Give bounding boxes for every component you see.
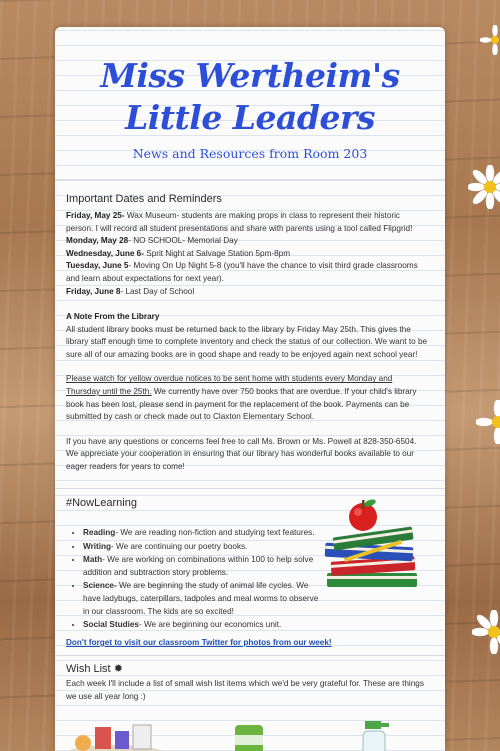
- subject-text: - We are reading non-fiction and studying text features.: [115, 528, 315, 537]
- daisy-flower-icon: [472, 610, 500, 654]
- date-label: Friday, May 25-: [66, 211, 125, 220]
- date-label: Monday, May 28: [66, 236, 129, 246]
- library-heading: A Note From the Library: [66, 312, 160, 321]
- subject-text: - We are working on combinations within 100 to help solve addition and subtraction story problems.: [83, 555, 314, 577]
- learning-item: [83, 541, 321, 554]
- subject-label: Writing: [83, 541, 112, 551]
- books-apple-illustration: [323, 497, 423, 597]
- subject-text: - We are continuing our poetry books.: [111, 541, 248, 551]
- sparkle-icon: ✹: [113, 663, 123, 675]
- date-item: [66, 286, 428, 299]
- overdue-notice-link[interactable]: Please watch for yellow overdue notices to be sent home with students every Monday and Thursday until the 25th.: [66, 374, 393, 396]
- wipes-container-thumbnail: [231, 721, 267, 751]
- learning-item: [83, 554, 321, 579]
- subject-label: Science-: [83, 581, 117, 591]
- subject-label: Social Studies: [83, 620, 139, 630]
- date-text: - NO SCHOOL- Memorial Day: [128, 236, 238, 246]
- twitter-link[interactable]: Don't forget to visit our classroom Twitter for photos from our week!: [66, 638, 332, 647]
- section-divider: [55, 179, 445, 180]
- date-label: Friday, June 8: [66, 286, 121, 296]
- daisy-flower-icon: [480, 25, 500, 55]
- date-label: Wednesday, June 6-: [66, 248, 144, 258]
- newsletter-subtitle: News and Resources from Room 203: [132, 146, 368, 161]
- subject-label: Reading: [83, 528, 116, 537]
- craft-supplies-thumbnail: [65, 721, 165, 751]
- date-item: [66, 260, 428, 285]
- section-divider: [55, 488, 445, 489]
- section-heading-dates: Important Dates and Reminders: [66, 193, 222, 205]
- library-paragraph-3: If you have any questions or concerns feel free to call Ms. Brown or Ms. Powell at 828-350-6504. We appreciate your cooperation in ensuring that our library has wonderful books available to our eager readers for years to come!: [66, 436, 417, 471]
- wishlist-text: Each week I'll include a list of small wish list items which we'd be very grateful for. These are things we use all year long :): [66, 679, 424, 701]
- date-item: [66, 210, 428, 235]
- title-line-2: Little Leaders: [125, 98, 375, 137]
- date-text: Sprit Night at Salvage Station 5pm-8pm: [143, 248, 291, 258]
- learning-item: [83, 527, 321, 540]
- wishlist-heading-text: Wish List: [66, 663, 111, 675]
- daisy-flower-icon: [476, 400, 500, 444]
- learning-item: [83, 580, 321, 618]
- subject-text: We are beginning the study of animal life cycles. We have ladybugs, caterpillars, tadpoles and meal worms to observe in our classroom. The kids are so excited!: [83, 581, 319, 616]
- learning-item: [83, 619, 321, 632]
- date-text: Wax Museum- students are making props in class to represent their historic person. I will record all student presentations and share with parents using a tool called Flipgrid!: [66, 211, 413, 233]
- date-label: Tuesday, June 5: [66, 261, 129, 271]
- daisy-flower-icon: [468, 165, 500, 209]
- section-divider: [55, 655, 445, 656]
- section-heading-wishlist: [66, 662, 123, 675]
- library-section: [66, 311, 428, 474]
- spray-bottle-thumbnail: [355, 721, 395, 751]
- subject-text: - We are beginning our economics unit.: [138, 620, 282, 630]
- date-text: - Moving On Up Night 5-8 (you'll have the chance to visit third grade classrooms and learn about expectations for next year).: [66, 261, 418, 283]
- date-item: [66, 248, 428, 261]
- library-paragraph-2-text: We currently have over 750 books that are overdue. If your child's library book has been lost, please send in payment for the replacement of the book. Payments can be submitted by cash or check made out to Claxton Elementary School.: [66, 386, 417, 422]
- date-text: - Last Day of School: [120, 286, 195, 296]
- subject-label: Math: [83, 555, 103, 565]
- date-item: [66, 235, 428, 248]
- library-paragraph-1: All student library books must be returned back to the library by Friday May 25th. This gives the library staff enough time to complete inventory and check the status of our collection. We want to be sure all of our amazing books are in good shape and ready to be enjoyed again next school year!: [66, 324, 428, 359]
- learning-list: [83, 527, 321, 633]
- newsletter-title: [55, 55, 445, 139]
- dates-list: [66, 210, 428, 298]
- section-heading-learning: #NowLearning: [66, 497, 137, 509]
- library-paragraph-2: [66, 373, 428, 423]
- newsletter-card: [55, 27, 445, 751]
- title-line-1: Miss Wertheim's: [100, 56, 400, 95]
